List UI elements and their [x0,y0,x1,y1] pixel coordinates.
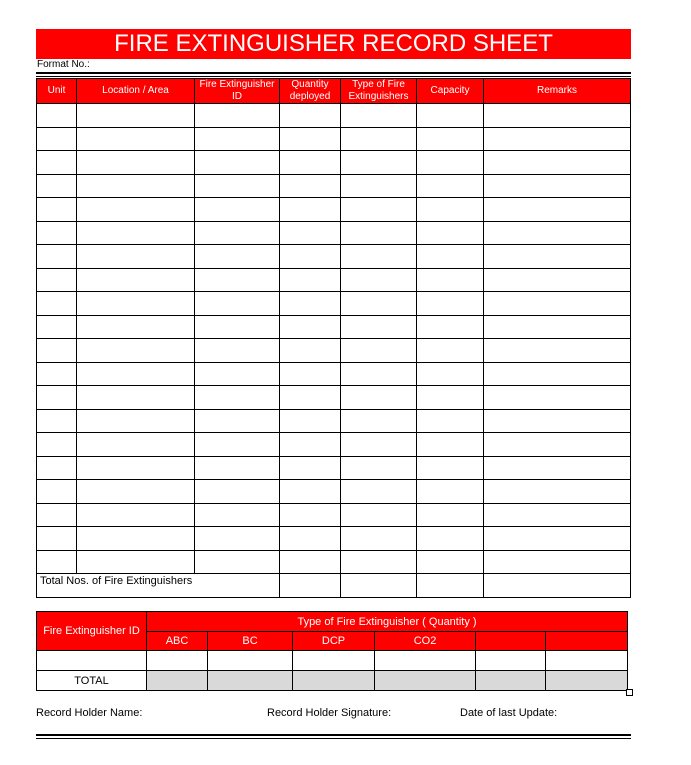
type-cell[interactable] [341,503,417,527]
total-row [37,574,631,598]
capacity-cell[interactable] [417,362,484,386]
table-row [37,480,631,504]
table-row [37,527,631,551]
total-label: Total Nos. of Fire Extinguishers [37,574,280,598]
resize-handle[interactable] [626,689,633,696]
remarks-cell[interactable] [484,480,631,504]
type-co2: CO2 [375,632,476,651]
extinguisher-id-cell[interactable] [195,527,280,551]
type-cell[interactable] [341,386,417,410]
sheet-title: FIRE EXTINGUISHER RECORD SHEET [114,30,553,57]
location-cell[interactable] [77,151,195,175]
footer-divider-thin [36,738,631,739]
quantity-cell[interactable] [280,151,341,175]
remarks-cell[interactable] [484,127,631,151]
column-header-unit: Unit [37,79,77,104]
quantity-cell[interactable] [280,456,341,480]
quantity-cell[interactable] [280,174,341,198]
footer-divider [36,734,631,736]
header-divider [36,72,631,74]
location-cell[interactable] [77,198,195,222]
column-header-location: Location / Area [77,79,195,104]
total-dcp-cell[interactable] [293,671,375,691]
location-cell[interactable] [77,292,195,316]
quantity-cell[interactable] [280,550,341,574]
unit-cell[interactable] [37,174,77,198]
summary-total-label: TOTAL [37,671,147,691]
type-cell[interactable] [341,456,417,480]
unit-cell[interactable] [37,480,77,504]
sheet-title-banner [36,29,631,59]
table-row [37,503,631,527]
quantity-cell[interactable] [280,480,341,504]
record-table-body [37,104,631,574]
extinguisher-id-cell[interactable] [195,104,280,128]
capacity-cell[interactable] [417,456,484,480]
type-cell[interactable] [341,221,417,245]
type-cell[interactable] [341,198,417,222]
location-cell[interactable] [77,221,195,245]
quantity-cell[interactable] [280,198,341,222]
capacity-cell[interactable] [417,503,484,527]
remarks-cell[interactable] [484,292,631,316]
type-dcp: DCP [293,632,375,651]
extinguisher-id-cell[interactable] [195,550,280,574]
capacity-cell[interactable] [417,550,484,574]
location-cell[interactable] [77,386,195,410]
type-blank-1 [476,632,546,651]
type-cell[interactable] [341,151,417,175]
type-cell[interactable] [341,409,417,433]
remarks-cell[interactable] [484,151,631,175]
summary-extra-cell-2[interactable] [546,651,628,671]
quantity-cell[interactable] [280,339,341,363]
summary-header-row [37,612,628,632]
type-cell[interactable] [341,292,417,316]
remarks-cell[interactable] [484,245,631,269]
extinguisher-id-cell[interactable] [195,292,280,316]
format-number-label: Format No.: [37,59,90,70]
quantity-cell[interactable] [280,386,341,410]
total-bc-cell[interactable] [208,671,293,691]
total-type-cell[interactable] [341,574,417,598]
capacity-cell[interactable] [417,315,484,339]
capacity-cell[interactable] [417,268,484,292]
location-cell[interactable] [77,433,195,457]
remarks-cell[interactable] [484,268,631,292]
remarks-cell[interactable] [484,503,631,527]
unit-cell[interactable] [37,433,77,457]
table-row [37,550,631,574]
unit-cell[interactable] [37,198,77,222]
record-holder-signature-label: Record Holder Signature: [267,707,392,719]
table-row [37,268,631,292]
location-cell[interactable] [77,480,195,504]
quantity-cell[interactable] [280,268,341,292]
summary-dcp-cell[interactable] [293,651,375,671]
extinguisher-id-cell[interactable] [195,221,280,245]
table-header-row [37,79,631,104]
unit-cell[interactable] [37,386,77,410]
unit-cell[interactable] [37,456,77,480]
summary-type-header: Type of Fire Extinguisher ( Quantity ) [147,612,628,632]
total-abc-cell[interactable] [147,671,208,691]
table-row [37,362,631,386]
quantity-cell[interactable] [280,315,341,339]
table-row [37,245,631,269]
capacity-cell[interactable] [417,433,484,457]
location-cell[interactable] [77,456,195,480]
summary-abc-cell[interactable] [147,651,208,671]
quantity-cell[interactable] [280,527,341,551]
extinguisher-id-cell[interactable] [195,503,280,527]
location-cell[interactable] [77,268,195,292]
extinguisher-id-cell[interactable] [195,433,280,457]
location-cell[interactable] [77,362,195,386]
extinguisher-id-cell[interactable] [195,456,280,480]
quantity-cell[interactable] [280,127,341,151]
location-cell[interactable] [77,409,195,433]
remarks-cell[interactable] [484,433,631,457]
type-abc: ABC [147,632,208,651]
summary-id-header: Fire Extinguisher ID [37,612,147,651]
extinguisher-id-cell[interactable] [195,315,280,339]
type-cell[interactable] [341,362,417,386]
unit-cell[interactable] [37,151,77,175]
remarks-cell[interactable] [484,221,631,245]
type-cell[interactable] [341,104,417,128]
extinguisher-id-cell[interactable] [195,174,280,198]
location-cell[interactable] [77,174,195,198]
remarks-cell[interactable] [484,315,631,339]
capacity-cell[interactable] [417,527,484,551]
summary-total-row [37,671,628,691]
location-cell[interactable] [77,339,195,363]
table-row [37,386,631,410]
extinguisher-id-cell[interactable] [195,245,280,269]
capacity-cell[interactable] [417,104,484,128]
type-cell[interactable] [341,245,417,269]
unit-cell[interactable] [37,503,77,527]
unit-cell[interactable] [37,550,77,574]
type-cell[interactable] [341,268,417,292]
unit-cell[interactable] [37,127,77,151]
unit-cell[interactable] [37,409,77,433]
column-header-quantity: Quantity deployed [280,79,341,104]
unit-cell[interactable] [37,245,77,269]
location-cell[interactable] [77,127,195,151]
type-bc: BC [208,632,293,651]
location-cell[interactable] [77,245,195,269]
remarks-cell[interactable] [484,362,631,386]
table-row [37,198,631,222]
remarks-cell[interactable] [484,550,631,574]
total-extra-cell-1[interactable] [476,671,546,691]
capacity-cell[interactable] [417,198,484,222]
column-header-type: Type of Fire Extinguishers [341,79,417,104]
total-co2-cell[interactable] [375,671,476,691]
unit-cell[interactable] [37,268,77,292]
table-row [37,339,631,363]
unit-cell[interactable] [37,104,77,128]
summary-co2-cell[interactable] [375,651,476,671]
extinguisher-record-table [36,78,631,598]
summary-entry-row [37,651,628,671]
table-row [37,315,631,339]
table-row [37,221,631,245]
remarks-cell[interactable] [484,527,631,551]
quantity-cell[interactable] [280,292,341,316]
extinguisher-id-cell[interactable] [195,362,280,386]
unit-cell[interactable] [37,221,77,245]
unit-cell[interactable] [37,362,77,386]
column-header-capacity: Capacity [417,79,484,104]
summary-id-cell[interactable] [37,651,147,671]
type-cell[interactable] [341,315,417,339]
type-blank-2 [546,632,628,651]
capacity-cell[interactable] [417,151,484,175]
total-remarks-cell[interactable] [484,574,631,598]
type-cell[interactable] [341,550,417,574]
quantity-cell[interactable] [280,362,341,386]
quantity-cell[interactable] [280,221,341,245]
extinguisher-id-cell[interactable] [195,268,280,292]
table-row [37,151,631,175]
total-capacity-cell[interactable] [417,574,484,598]
type-cell[interactable] [341,527,417,551]
remarks-cell[interactable] [484,339,631,363]
column-header-extinguisher-id: Fire Extinguisher ID [195,79,280,104]
extinguisher-id-cell[interactable] [195,198,280,222]
summary-bc-cell[interactable] [208,651,293,671]
total-quantity-cell[interactable] [280,574,341,598]
type-summary-table [36,611,628,691]
location-cell[interactable] [77,315,195,339]
capacity-cell[interactable] [417,292,484,316]
total-extra-cell-2[interactable] [546,671,628,691]
table-row [37,104,631,128]
last-update-label: Date of last Update: [460,707,558,719]
record-holder-name-label: Record Holder Name: [36,707,143,719]
capacity-cell[interactable] [417,386,484,410]
table-row [37,433,631,457]
location-cell[interactable] [77,104,195,128]
remarks-cell[interactable] [484,174,631,198]
extinguisher-id-cell[interactable] [195,480,280,504]
remarks-cell[interactable] [484,456,631,480]
remarks-cell[interactable] [484,409,631,433]
table-row [37,292,631,316]
extinguisher-id-cell[interactable] [195,151,280,175]
unit-cell[interactable] [37,339,77,363]
remarks-cell[interactable] [484,198,631,222]
quantity-cell[interactable] [280,104,341,128]
type-cell[interactable] [341,127,417,151]
extinguisher-id-cell[interactable] [195,409,280,433]
remarks-cell[interactable] [484,104,631,128]
unit-cell[interactable] [37,527,77,551]
table-row [37,456,631,480]
quantity-cell[interactable] [280,503,341,527]
extinguisher-id-cell[interactable] [195,127,280,151]
capacity-cell[interactable] [417,221,484,245]
capacity-cell[interactable] [417,174,484,198]
capacity-cell[interactable] [417,127,484,151]
remarks-cell[interactable] [484,386,631,410]
capacity-cell[interactable] [417,245,484,269]
capacity-cell[interactable] [417,409,484,433]
table-row [37,127,631,151]
column-header-remarks: Remarks [484,79,631,104]
extinguisher-id-cell[interactable] [195,386,280,410]
table-row [37,174,631,198]
location-cell[interactable] [77,550,195,574]
quantity-cell[interactable] [280,409,341,433]
unit-cell[interactable] [37,292,77,316]
unit-cell[interactable] [37,315,77,339]
type-cell[interactable] [341,339,417,363]
location-cell[interactable] [77,503,195,527]
capacity-cell[interactable] [417,480,484,504]
quantity-cell[interactable] [280,245,341,269]
extinguisher-id-cell[interactable] [195,339,280,363]
quantity-cell[interactable] [280,433,341,457]
location-cell[interactable] [77,527,195,551]
capacity-cell[interactable] [417,339,484,363]
summary-extra-cell-1[interactable] [476,651,546,671]
type-cell[interactable] [341,480,417,504]
type-cell[interactable] [341,174,417,198]
header-divider-thin [36,76,631,77]
table-row [37,409,631,433]
type-cell[interactable] [341,433,417,457]
